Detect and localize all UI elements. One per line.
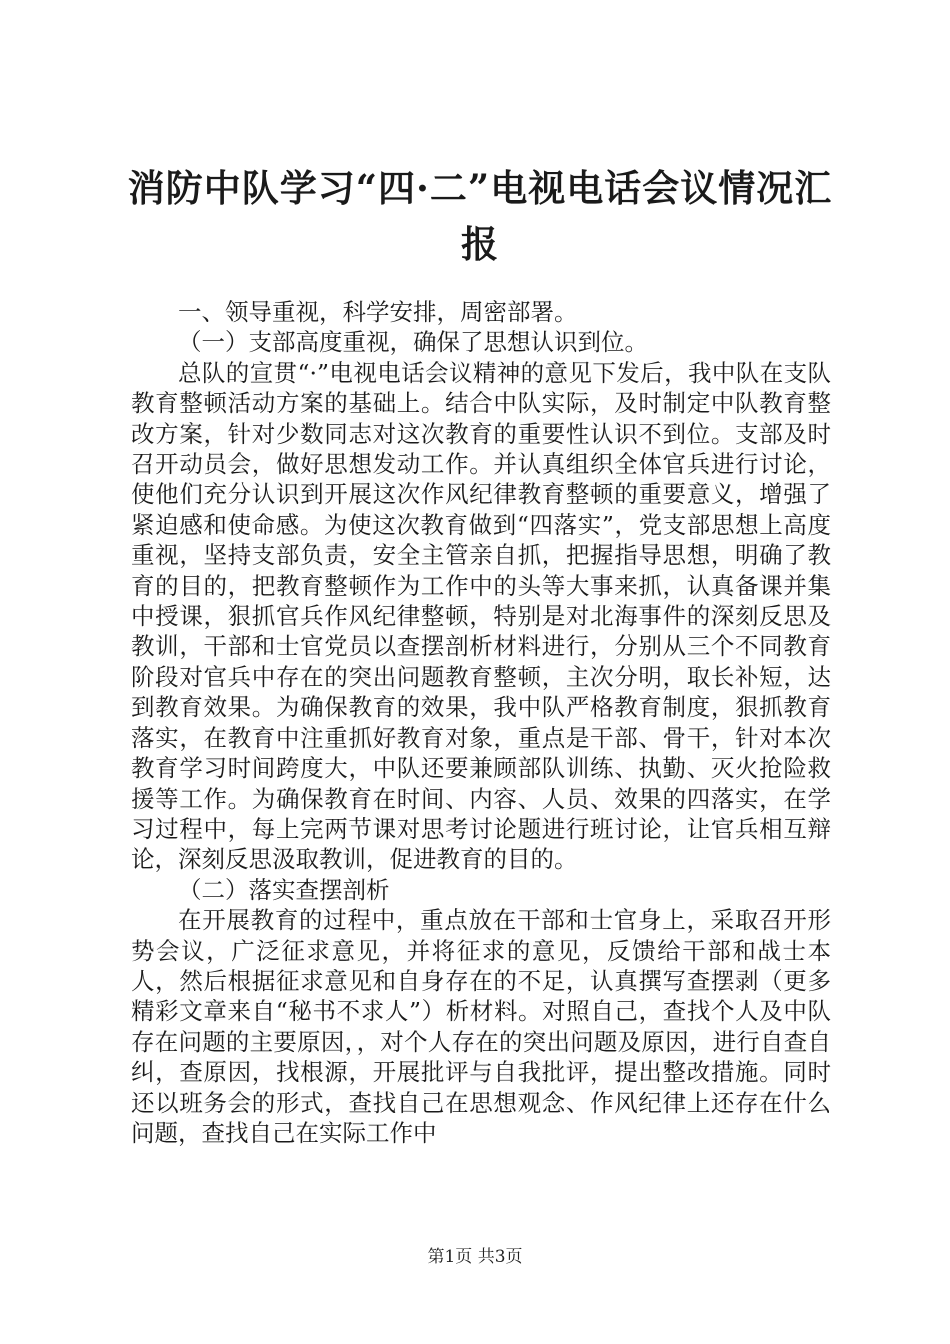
document-body bbox=[131, 297, 831, 1148]
subsection-heading-2: （二）落实查摆剖析 bbox=[178, 875, 390, 904]
document-title: 消防中队学习“四·二”电视电话会议情况汇报 bbox=[127, 166, 833, 266]
body-paragraph-1: 总队的宣贯“·”电视电话会议精神的意见下发后，我中队在支队教育整顿活动方案的基础上。结合中队实际，及时制定中队教育整改方案，针对少数同志对这次教育的重要性认识不到位。支部及时召开动员会，做好思想发动工作。并认真组织全体官兵进行讨论，使他们充分认识到开展这次作风纪律教育整顿的重要意义，增强了紧迫感和使命感。为使这次教育做到“四落实”，党支部思想上高度重视，坚持支部负责，安全主管亲自抓，把握指导思想，明确了教育的目的，把教育整顿作为工作中的头等大事来抓，认真备课并集中授课，狠抓官兵作风纪律整顿，特别是对北海事件的深刻反思及教训，干部和士官党员以查摆剖析材料进行，分别从三个不同教育阶段对官兵中存在的突出问题教育整顿，主次分明，取长补短，达到教育效果。为确保教育的效果，我中队严格教育制度，狠抓教育落实，在教育中注重抓好教育对象，重点是干部、骨干，针对本次教育学习时间跨度大，中队还要兼顾部队训练、执勤、灭火抢险救援等工作。为确保教育在时间、内容、人员、效果的四落实，在学习过程中，每上完两节课对思考讨论题进行班讨论，让官兵相互辩论，深刻反思汲取教训，促进教育的目的。 bbox=[131, 358, 831, 874]
section-heading-1: 一、领导重视，科学安排，周密部署。 bbox=[178, 298, 578, 326]
subsection-heading-1: （一）支部高度重视，确保了思想认识到位。 bbox=[178, 328, 648, 357]
body-paragraph-2: 在开展教育的过程中，重点放在干部和士官身上，采取召开形势会议，广泛征求意见，并将征求的意见，反馈给干部和战士本人，然后根据征求意见和自身存在的不足，认真撰写查摆剥（更多精彩文章来自“秘书不求人”）析材料。对照自己，查找个人及中队存在问题的主要原因，，对个人存在的突出问题及原因，进行自查自纠，查原因，找根源，开展批评与自我批评，提出整改措施。同时还以班务会的形式，查找自己在思想观念、作风纪律上还存在什么问题，查找自己在实际工作中 bbox=[131, 906, 831, 1147]
page-number-footer: 第1页 共3页 bbox=[427, 1247, 523, 1267]
